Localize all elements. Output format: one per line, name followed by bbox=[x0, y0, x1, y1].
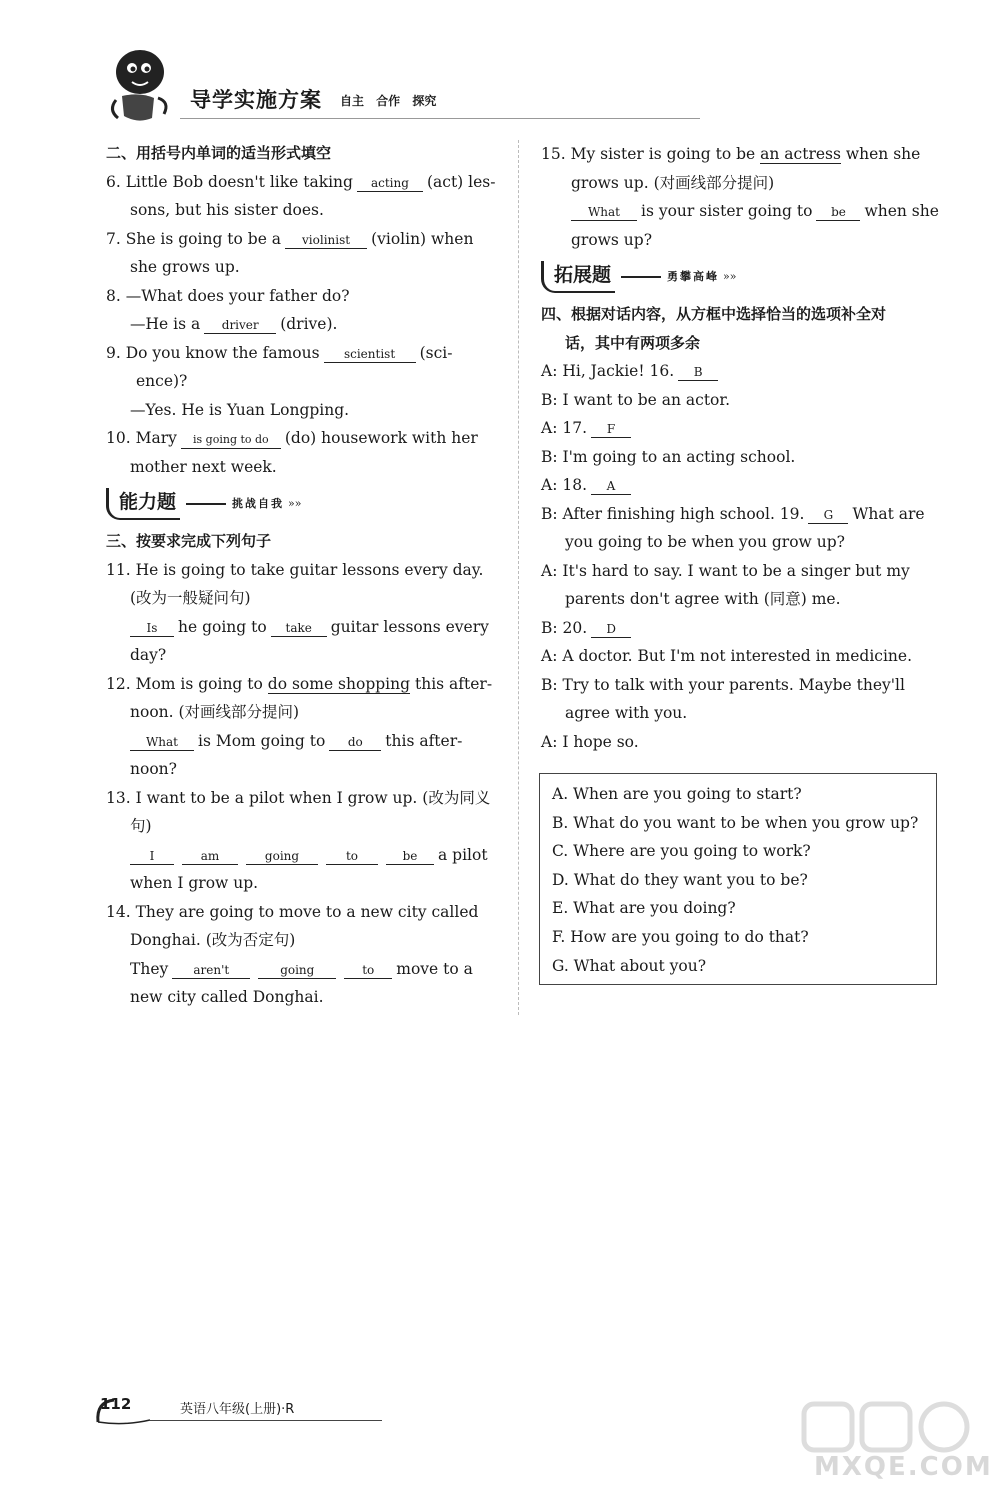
q15-line3: What is your sister going to be when she bbox=[541, 197, 943, 226]
answer-blank: aren't bbox=[172, 962, 250, 979]
dialog-line: A: A doctor. But I'm not interested in medicine. bbox=[541, 647, 912, 665]
dialog-line: you going to be when you grow up? bbox=[565, 533, 845, 551]
q6-line1: 6. Little Bob doesn't like taking acting (act) les- bbox=[106, 172, 496, 191]
page-number: 112 bbox=[100, 1395, 132, 1413]
option-item: A. When are you going to start? bbox=[552, 785, 802, 803]
q10-line2: mother next week. bbox=[130, 457, 277, 476]
q9-line1: 9. Do you know the famous scientist (sci- bbox=[106, 343, 453, 362]
badge-extension-name: 拓展题 bbox=[541, 261, 615, 294]
footer-book-title: 英语八年级(上册)·R bbox=[180, 1402, 295, 1417]
q13-line1: 13. I want to be a pilot when I grow up. (改为同义 bbox=[106, 788, 491, 807]
q8-line1: 8. —What does your father do? bbox=[106, 286, 350, 305]
badge-extension-tag: 勇攀高峰 bbox=[667, 269, 720, 283]
answer-blank: I bbox=[130, 848, 174, 865]
q14-line4: new city called Donghai. bbox=[130, 988, 324, 1006]
mascot-logo bbox=[102, 40, 182, 130]
section3-title: 三、按要求完成下列句子 bbox=[106, 532, 272, 550]
header-title: 导学实施方案 bbox=[190, 88, 322, 112]
answer-blank: to bbox=[344, 962, 392, 979]
option-item: D. What do they want you to be? bbox=[552, 870, 808, 889]
section4-title-line2: 话，其中有两项多余 bbox=[565, 333, 701, 352]
q15-line2: grows up. (对画线部分提问) bbox=[571, 173, 775, 192]
header-subtitle: 自主 合作 探究 bbox=[340, 94, 437, 108]
underlined-phrase: an actress bbox=[760, 145, 841, 163]
section4-title-line1: 四、根据对话内容，从方框中选择恰当的选项补全对 bbox=[541, 305, 887, 323]
q6-line2: sons, but his sister does. bbox=[130, 201, 324, 219]
q13-line4: when I grow up. bbox=[130, 874, 259, 892]
answer-blank: A bbox=[591, 478, 631, 495]
answer-blank: D bbox=[591, 621, 631, 638]
q15-line1: 15. My sister is going to be an actress when she bbox=[541, 145, 921, 163]
q14-line2: Donghai. (改为否定句) bbox=[130, 931, 296, 949]
dialog-line: B: 20. D bbox=[541, 614, 943, 643]
q11-line3: Is he going to take guitar lessons every bbox=[106, 613, 506, 642]
watermark-text: MXQE.COM bbox=[814, 1452, 993, 1482]
badge-ability-name: 能力题 bbox=[106, 488, 180, 521]
dialog-line: B: I'm going to an acting school. bbox=[541, 447, 796, 466]
answer-blank: take bbox=[271, 620, 327, 637]
answer-blank: going bbox=[246, 848, 318, 865]
dialog-line: A: Hi, Jackie! 16. B bbox=[541, 357, 943, 386]
q12-line3: What is Mom going to do this after- bbox=[106, 727, 506, 756]
answer-blank: What bbox=[130, 734, 194, 751]
dialog-line: agree with you. bbox=[565, 704, 688, 722]
q14-line1: 14. They are going to move to a new city called bbox=[106, 902, 479, 921]
answer-blank: be bbox=[816, 204, 860, 221]
answer-blank: driver bbox=[204, 317, 276, 334]
answer-blank: be bbox=[386, 848, 434, 865]
dialog-line: A: It's hard to say. I want to be a singer but my bbox=[541, 561, 910, 580]
answer-blank: What bbox=[571, 204, 637, 221]
arrows-icon: »» bbox=[288, 496, 302, 510]
q7-line1: 7. She is going to be a violinist (violin) when bbox=[106, 229, 474, 248]
dialog-line: B: I want to be an actor. bbox=[541, 390, 731, 409]
right-column bbox=[541, 140, 943, 756]
answer-blank: acting bbox=[357, 175, 423, 192]
answer-blank: F bbox=[591, 421, 631, 438]
footer-rule bbox=[150, 1420, 382, 1421]
answer-blank: G bbox=[808, 507, 848, 524]
dialog-line: B: Try to talk with your parents. Maybe they'll bbox=[541, 675, 905, 694]
answer-blank: to bbox=[326, 848, 378, 865]
answer-blank: violinist bbox=[285, 232, 367, 249]
dialog-line: A: I hope so. bbox=[541, 732, 639, 751]
q8-line2: —He is a driver (drive). bbox=[130, 315, 338, 333]
dialog-line: B: After finishing high school. 19. G What are bbox=[541, 504, 925, 523]
left-column bbox=[106, 139, 506, 1012]
underlined-phrase: do some shopping bbox=[267, 674, 411, 693]
q11-line2: (改为一般疑问句) bbox=[130, 589, 251, 607]
q10-line1: 10. Mary is going to do (do) housework with her bbox=[106, 429, 478, 447]
section2-title: 二、用括号内单词的适当形式填空 bbox=[106, 144, 332, 162]
answer-blank: scientist bbox=[324, 346, 416, 363]
answer-blank: Is bbox=[130, 620, 174, 637]
q14-line3: They aren't going to move to a bbox=[130, 959, 473, 978]
q9-line2: ence)? bbox=[136, 372, 188, 390]
q11-line1: 11. He is going to take guitar lessons every day. bbox=[106, 560, 484, 579]
q13-line3: I am going to be a pilot bbox=[106, 841, 506, 870]
column-divider bbox=[518, 140, 519, 1015]
answer-blank: going bbox=[258, 962, 336, 979]
dialog-line: A: 18. A bbox=[541, 471, 943, 500]
q11-line4: day? bbox=[130, 646, 167, 664]
q9-line3: —Yes. He is Yuan Longping. bbox=[130, 400, 350, 419]
header-rule bbox=[180, 118, 700, 119]
option-item: C. Where are you going to work? bbox=[552, 842, 811, 861]
q12-line4: noon? bbox=[130, 760, 177, 778]
dialog-line: A: 17. F bbox=[541, 414, 943, 443]
option-item: G. What about you? bbox=[552, 956, 707, 975]
q13-line2: 句) bbox=[130, 817, 152, 835]
arrows-icon: »» bbox=[723, 269, 737, 283]
badge-ability bbox=[106, 487, 506, 521]
badge-extension bbox=[541, 260, 943, 294]
q15-line4: grows up? bbox=[571, 230, 653, 249]
answer-blank: is going to do bbox=[181, 432, 281, 449]
options-box bbox=[539, 773, 937, 985]
dialog-line: parents don't agree with (同意) me. bbox=[565, 590, 841, 608]
option-item: B. What do you want to be when you grow up? bbox=[552, 813, 919, 832]
q12-line1: 12. Mom is going to do some shopping this after- bbox=[106, 674, 493, 693]
option-item: F. How are you going to do that? bbox=[552, 927, 809, 946]
answer-blank: B bbox=[678, 364, 718, 381]
answer-blank: am bbox=[182, 848, 238, 865]
badge-ability-tag: 挑战自我 bbox=[232, 496, 285, 510]
q12-line2: noon. (对画线部分提问) bbox=[130, 703, 300, 721]
q7-line2: she grows up. bbox=[130, 258, 240, 276]
option-item: E. What are you doing? bbox=[552, 899, 736, 918]
answer-blank: do bbox=[329, 734, 381, 751]
